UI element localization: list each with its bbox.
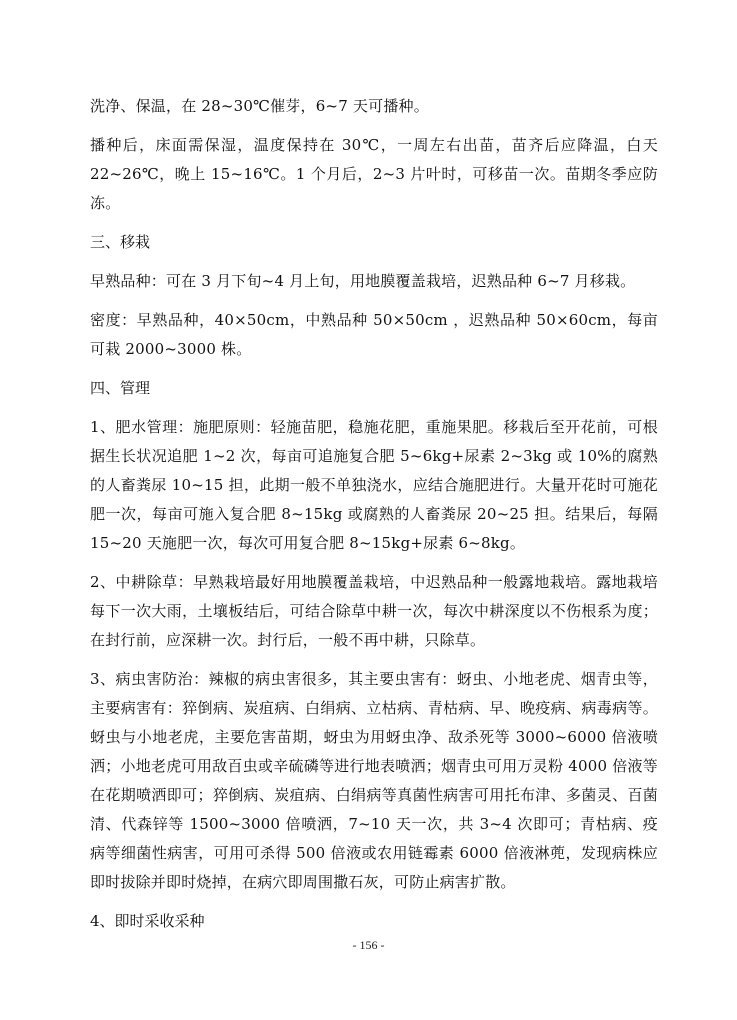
section-heading-management: 四、管理 xyxy=(90,379,151,397)
document-body xyxy=(90,92,658,946)
page-number: - 156 - xyxy=(352,938,385,952)
paragraph-weeding: 2、中耕除草：早熟栽培最好用地膜覆盖栽培，中迟熟品种一般露地栽培。露地栽培每下一次大雨，土壤板结后，可结合除草中耕一次，每次中耕深度以不伤根系为度；在封行前，应深耕一次。封行后，一般不再中耕，只除草。 xyxy=(90,573,658,649)
paragraph-density: 密度：早熟品种，40×50cm，中熟品种 50×50cm ，迟熟品种 50×60cm，每亩可栽 2000~3000 株。 xyxy=(90,311,658,358)
paragraph-fertilizer: 1、肥水管理：施肥原则：轻施苗肥，稳施花肥，重施果肥。移栽后至开花前，可根据生长状况追肥 1~2 次，每亩可追施复合肥 5~6kg+尿素 2~3kg 或 10%的腐熟的人畜粪尿 10~15 担，此期一般不单独浇水，应结合施肥进行。大量开花时可施花肥一次，每亩可施入复合肥 8~15kg 或腐熟的人畜粪尿 20~25 担。结果后，每隔 15~20 天施肥一次，每次可用复合肥 8~15kg+尿素 6~8kg。 xyxy=(90,418,658,552)
paragraph-early-varieties: 早熟品种：可在 3 月下旬~4 月上旬，用地膜覆盖栽培，迟熟品种 6~7 月移栽。 xyxy=(90,272,636,290)
paragraph-pest-control: 3、病虫害防治：辣椒的病虫害很多，其主要虫害有：蚜虫、小地老虎、烟青虫等，主要病害有：猝倒病、炭疽病、白绢病、立枯病、青枯病、早、晚疫病、病毒病等。蚜虫与小地老虎，主要危害苗期，蚜虫为用蚜虫净、敌杀死等 3000~6000 倍液喷洒；小地老虎可用敌百虫或辛硫磷等进行地表喷洒；烟青虫可用万灵粉 4000 倍液等在花期喷洒即可；猝倒病、炭疽病、白绢病等真菌性病害可用托布津、多菌灵、百菌清、代森锌等 1500~3000 倍喷洒，7~10 天一次，共 3~4 次即可；青枯病、疫病等细菌性病害，可用可杀得 500 倍液或农用链霉素 6000 倍液淋蔸，发现病株应即时拔除并即时烧掉，在病穴即周围撒石灰，可防止病害扩散。 xyxy=(90,670,658,891)
paragraph-after-sowing: 播种后，床面需保湿，温度保持在 30℃，一周左右出苗，苗齐后应降温，白天 22~26℃，晚上 15~16℃。1 个月后，2~3 片叶时，可移苗一次。苗期冬季应防冻。 xyxy=(90,136,658,212)
paragraph-germination: 洗净、保温，在 28~30℃催芽，6~7 天可播种。 xyxy=(90,97,429,115)
section-heading-harvest: 4、即时采收采种 xyxy=(90,912,205,930)
section-heading-transplant: 三、移栽 xyxy=(90,233,151,251)
